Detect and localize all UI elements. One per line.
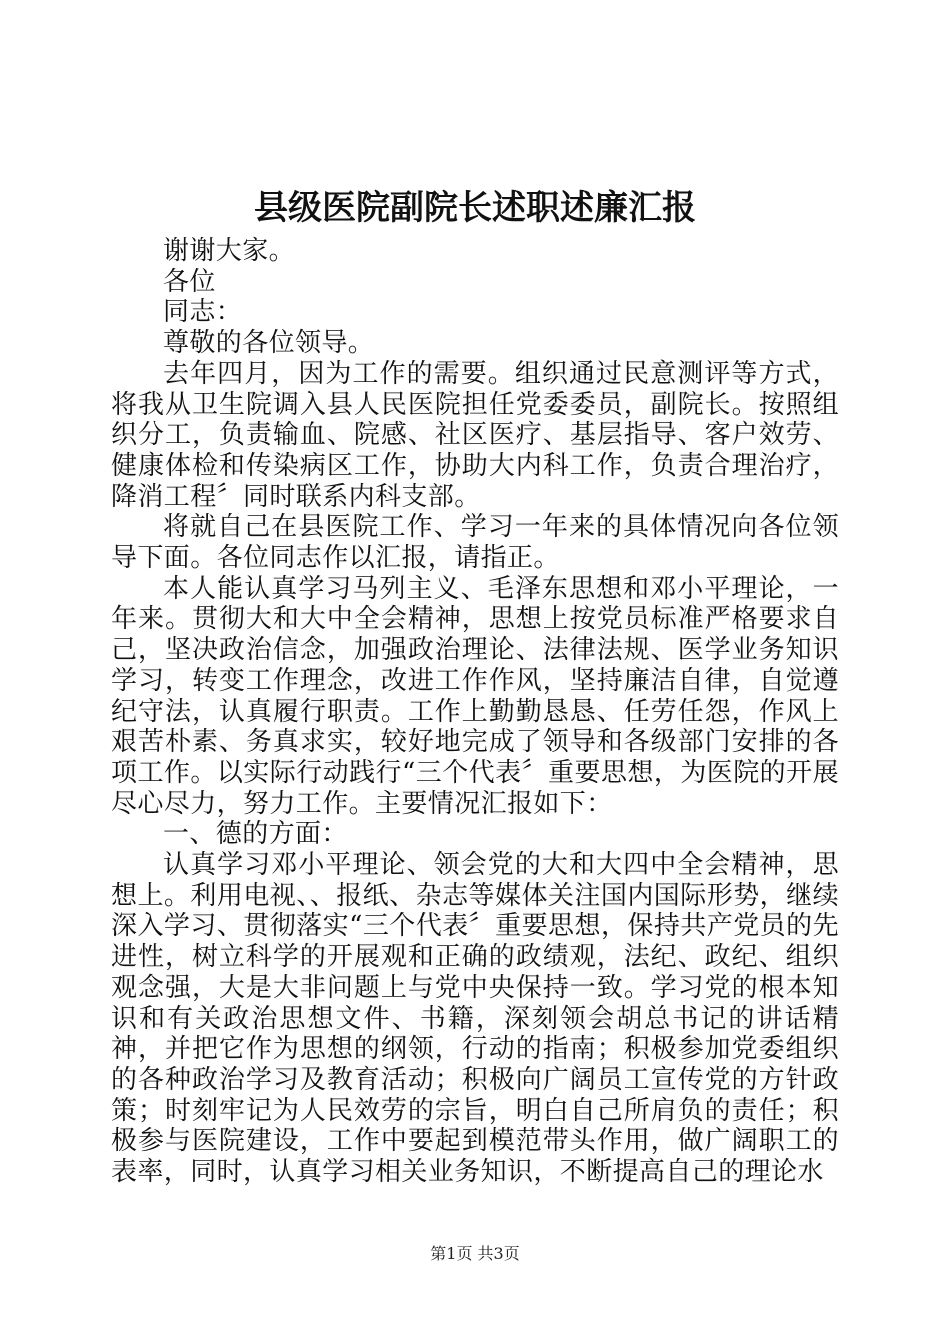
paragraph: 本人能认真学习马列主义、毛泽东思想和邓小平理论，一年来。贯彻大和大中全会精神，思想上按党员标准严格要求自己，坚决政治信念，加强政治理论、法律法规、医学业务知识学习，转变工作理念，改进工作作风，坚持廉洁自律，自觉遵纪守法，认真履行职责。工作上勤勤恳恳、任劳任怨，作风上艰苦朴素、务真求实，较好地完成了领导和各级部门安排的各项工作。以实际行动践行“三个代表〞重要思想，为医院的开展尽心尽力，努力工作。主要情况汇报如下： — [111, 573, 839, 819]
paragraph: 将就自己在县医院工作、学习一年来的具体情况向各位领导下面。各位同志作以汇报，请指正。 — [111, 512, 839, 574]
document-title: 县级医院副院长述职述廉汇报 — [254, 188, 696, 228]
section-heading: 一、德的方面： — [163, 819, 348, 850]
page-footer: 第1页 共3页 — [430, 1244, 520, 1263]
paragraph: 尊敬的各位领导。 — [163, 328, 375, 359]
paragraph: 去年四月，因为工作的需要。组织通过民意测评等方式，将我从卫生院调入县人民医院担任党委委员，副院长。按照组织分工，负责输血、院感、社区医疗、基层指导、客户效劳、健康体检和传染病区工作，协助大内科工作，负责合理治疗，降消工程〞同时联系内科支部。 — [111, 358, 839, 512]
paragraph: 各位 — [163, 266, 216, 297]
paragraph: 同志： — [163, 297, 243, 328]
paragraph: 认真学习邓小平理论、领会党的大和大四中全会精神，思想上。利用电视、、报纸、杂志等媒体关注国内国际形势，继续深入学习、贯彻落实“三个代表〞重要思想，保持共产党员的先进性，树立科学的开展观和正确的政绩观，法纪、政纪、组织观念强，大是大非问题上与党中央保持一致。学习党的根本知识和有关政治思想文件、书籍，深刻领会胡总书记的讲话精神，并把它作为思想的纲领，行动的指南；积极参加党委组织的各种政治学习及教育活动；积极向广阔员工宣传党的方针政策；时刻牢记为人民效劳的宗旨，明白自己所肩负的责任；积极参与医院建设，工作中要起到模范带头作用，做广阔职工的表率，同时，认真学习相关业务知识，不断提高自己的理论水 — [111, 850, 839, 1188]
paragraph: 谢谢大家。 — [163, 236, 296, 266]
document-body — [111, 236, 839, 1188]
